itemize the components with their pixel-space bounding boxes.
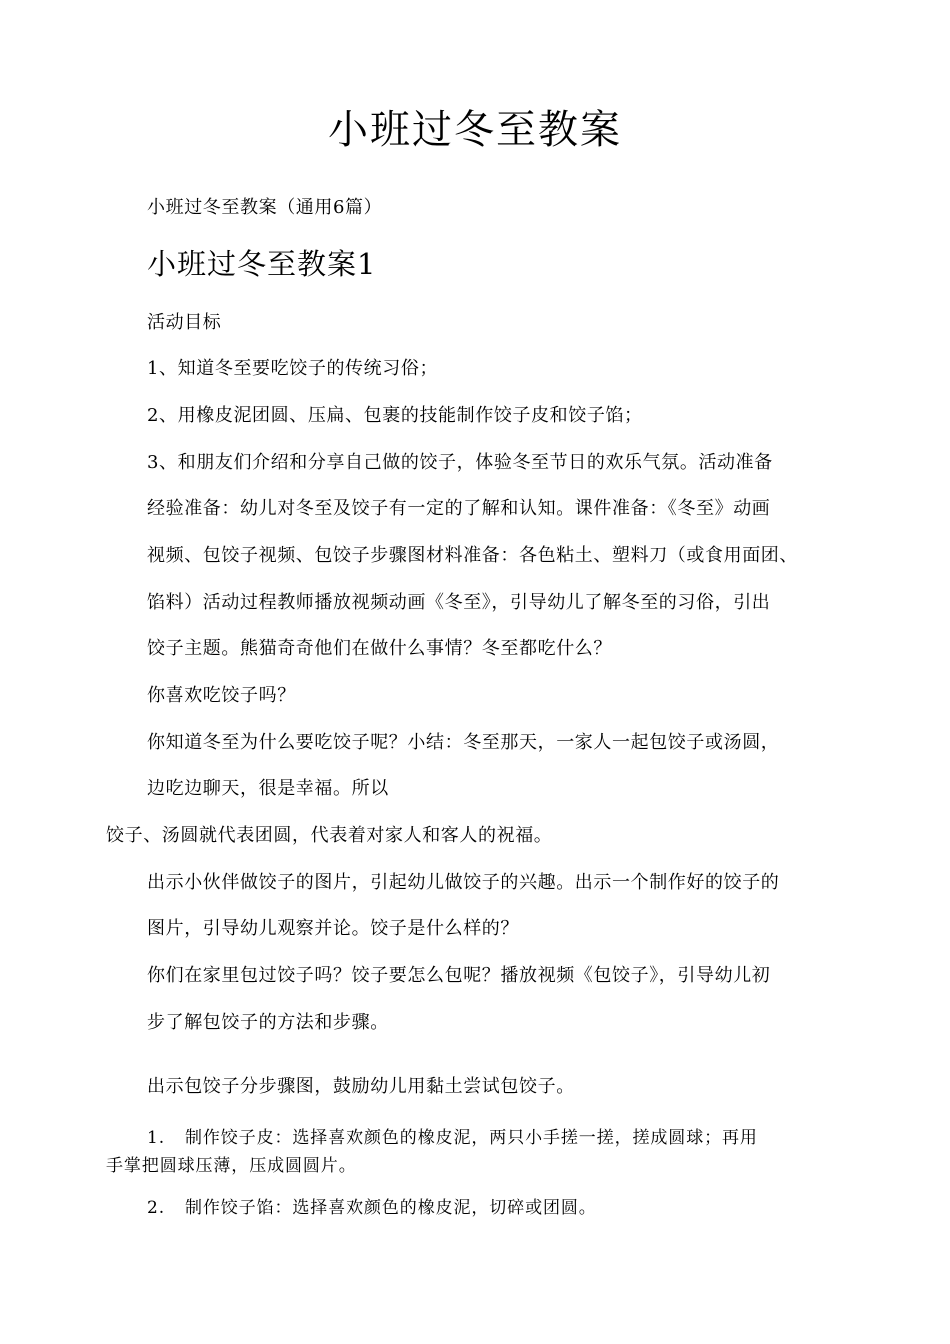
step-item <box>147 1127 758 1149</box>
step-text: 制作饺子馅：选择喜欢颜色的橡皮泥，切碎或团圆。 <box>185 1198 597 1218</box>
paragraph-line: 步了解包饺子的方法和步骤。 <box>147 1012 389 1033</box>
paragraph-line: 视频、包饺子视频、包饺子步骤图材料准备：各色粘土、塑料刀（或食用面团、 <box>147 545 798 566</box>
paragraph-line: 出示包饺子分步骤图，鼓励幼儿用黏土尝试包饺子。 <box>147 1076 575 1097</box>
paragraph-line: 图片，引导幼儿观察并论。饺子是什么样的？ <box>147 918 519 939</box>
paragraph-line: 边吃边聊天，很是幸福。所以 <box>147 778 389 799</box>
step-number: 2. <box>147 1198 166 1218</box>
paragraph-line: 经验准备：幼儿对冬至及饺子有一定的了解和认知。课件准备：《冬至》动画 <box>147 498 771 519</box>
step-text: 制作饺子皮：选择喜欢颜色的橡皮泥，两只小手搓一搓，搓成圆球；再用 <box>185 1128 758 1148</box>
paragraph-line: 出示小伙伴做饺子的图片，引起幼儿做饺子的兴趣。出示一个制作好的饺子的 <box>147 872 780 893</box>
step-item <box>147 1197 597 1219</box>
step-number: 1. <box>147 1128 166 1148</box>
paragraph-line: 馅料）活动过程教师播放视频动画《冬至》，引导幼儿了解冬至的习俗，引出 <box>147 592 771 613</box>
paragraph-line: 3、和朋友们介绍和分享自己做的饺子，体验冬至节日的欢乐气氛。活动准备 <box>147 452 773 473</box>
paragraph-line: 你们在家里包过饺子吗？饺子要怎么包呢？播放视频《包饺子》，引导幼儿初 <box>147 965 771 986</box>
paragraph-line: 你知道冬至为什么要吃饺子呢？小结：冬至那天，一家人一起包饺子或汤圆， <box>147 732 780 753</box>
paragraph-line: 你喜欢吃饺子吗？ <box>147 685 296 706</box>
paragraph-line: 饺子、汤圆就代表团圆，代表着对家人和客人的祝福。 <box>106 825 553 846</box>
paragraph-line: 活动目标 <box>147 312 222 333</box>
paragraph-line: 饺子主题。熊猫奇奇他们在做什么事情？冬至都吃什么？ <box>147 638 612 659</box>
document-title: 小班过冬至教案 <box>328 107 622 153</box>
paragraph-line: 1、知道冬至要吃饺子的传统习俗； <box>147 358 439 379</box>
document-subtitle: 小班过冬至教案（通用6篇） <box>147 197 383 218</box>
paragraph-line: 2、用橡皮泥团圆、压扁、包裹的技能制作饺子皮和饺子馅； <box>147 405 643 426</box>
step-continuation: 手掌把圆球压薄，压成圆圆片。 <box>106 1156 357 1176</box>
section-heading: 小班过冬至教案1 <box>147 247 377 281</box>
